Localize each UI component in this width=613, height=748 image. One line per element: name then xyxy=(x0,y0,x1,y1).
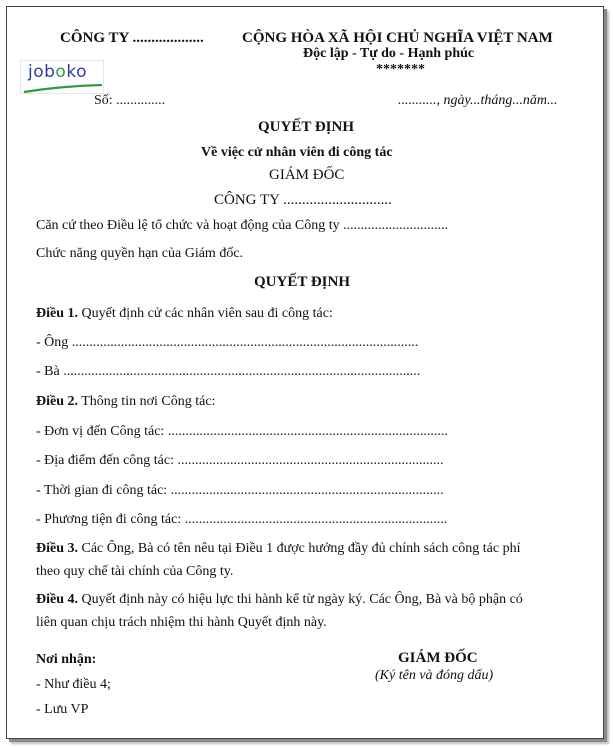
article-2-unit: - Đơn vị đến Công tác: ................................................................................ xyxy=(36,424,448,439)
company-header: CÔNG TY ................... xyxy=(60,30,204,46)
article-2 xyxy=(36,394,215,410)
national-motto: Độc lập - Tự do - Hạnh phúc xyxy=(303,46,475,61)
article-1 xyxy=(36,306,333,322)
joboko-logo: joboko xyxy=(20,60,104,94)
signature-note: (Ký tên và đóng dấu) xyxy=(375,668,494,683)
company-line: CÔNG TY ............................. xyxy=(214,192,392,208)
decision-heading: QUYẾT ĐỊNH xyxy=(254,274,350,290)
article-3-label: Điều 3. xyxy=(36,541,78,556)
article-3-text: Các Ông, Bà có tên nêu tại Điều 1 được hưởng đầy đủ chính sách công tác phí xyxy=(78,541,521,556)
director-heading: GIÁM ĐỐC xyxy=(269,167,345,183)
article-2-place: - Địa điểm đến công tác: ............................................................................ xyxy=(36,453,444,468)
article-4-label: Điều 4. xyxy=(36,592,78,607)
article-3-line-2: theo quy chế tài chính của Công ty. xyxy=(36,564,234,579)
signature-title: GIÁM ĐỐC xyxy=(398,650,478,666)
article-1-label: Điều 1. xyxy=(36,306,78,321)
article-2-time: - Thời gian đi công tác: .............................................................................. xyxy=(36,483,444,498)
article-2-label: Điều 2. xyxy=(36,394,78,409)
article-1-text: Quyết định cử các nhân viên sau đi công tác: xyxy=(78,306,333,321)
article-4-line-2: liên quan chịu trách nhiệm thi hành Quyết định này. xyxy=(36,615,327,630)
document-number: Số: .............. xyxy=(94,93,166,108)
article-1-mr: - Ông ................................................................................................... xyxy=(36,335,419,350)
article-3-line-1 xyxy=(36,541,520,557)
decision-title: QUYẾT ĐỊNH xyxy=(258,119,354,135)
article-4-line-1 xyxy=(36,592,523,608)
logo-swoosh-icon xyxy=(22,84,104,94)
basis-line-1: Căn cứ theo Điều lệ tổ chức và hoạt động của Công ty .............................. xyxy=(36,218,449,233)
basis-line-2: Chức năng quyền hạn của Giám đốc. xyxy=(36,246,244,261)
article-4-text: Quyết định này có hiệu lực thi hành kể từ ngày ký. Các Ông, Bà và bộ phận có xyxy=(78,592,523,607)
recipients-title: Nơi nhận: xyxy=(36,652,97,667)
article-2-transport: - Phương tiện đi công tác: ........................................................................... xyxy=(36,512,448,527)
article-2-text: Thông tin nơi Công tác: xyxy=(78,394,216,409)
republic-title: CỘNG HÒA XÃ HỘI CHỦ NGHĨA VIỆT NAM xyxy=(242,30,553,46)
recipient-item-1: - Như điều 4; xyxy=(36,677,111,692)
document-date: ..........., ngày...tháng...năm... xyxy=(398,93,558,108)
article-1-mrs: - Bà ...................................................................................................... xyxy=(36,364,421,379)
recipient-item-2: - Lưu VP xyxy=(36,702,89,717)
decision-subject: Về việc cử nhân viên đi công tác xyxy=(201,145,393,160)
motto-stars: ******* xyxy=(376,62,425,77)
